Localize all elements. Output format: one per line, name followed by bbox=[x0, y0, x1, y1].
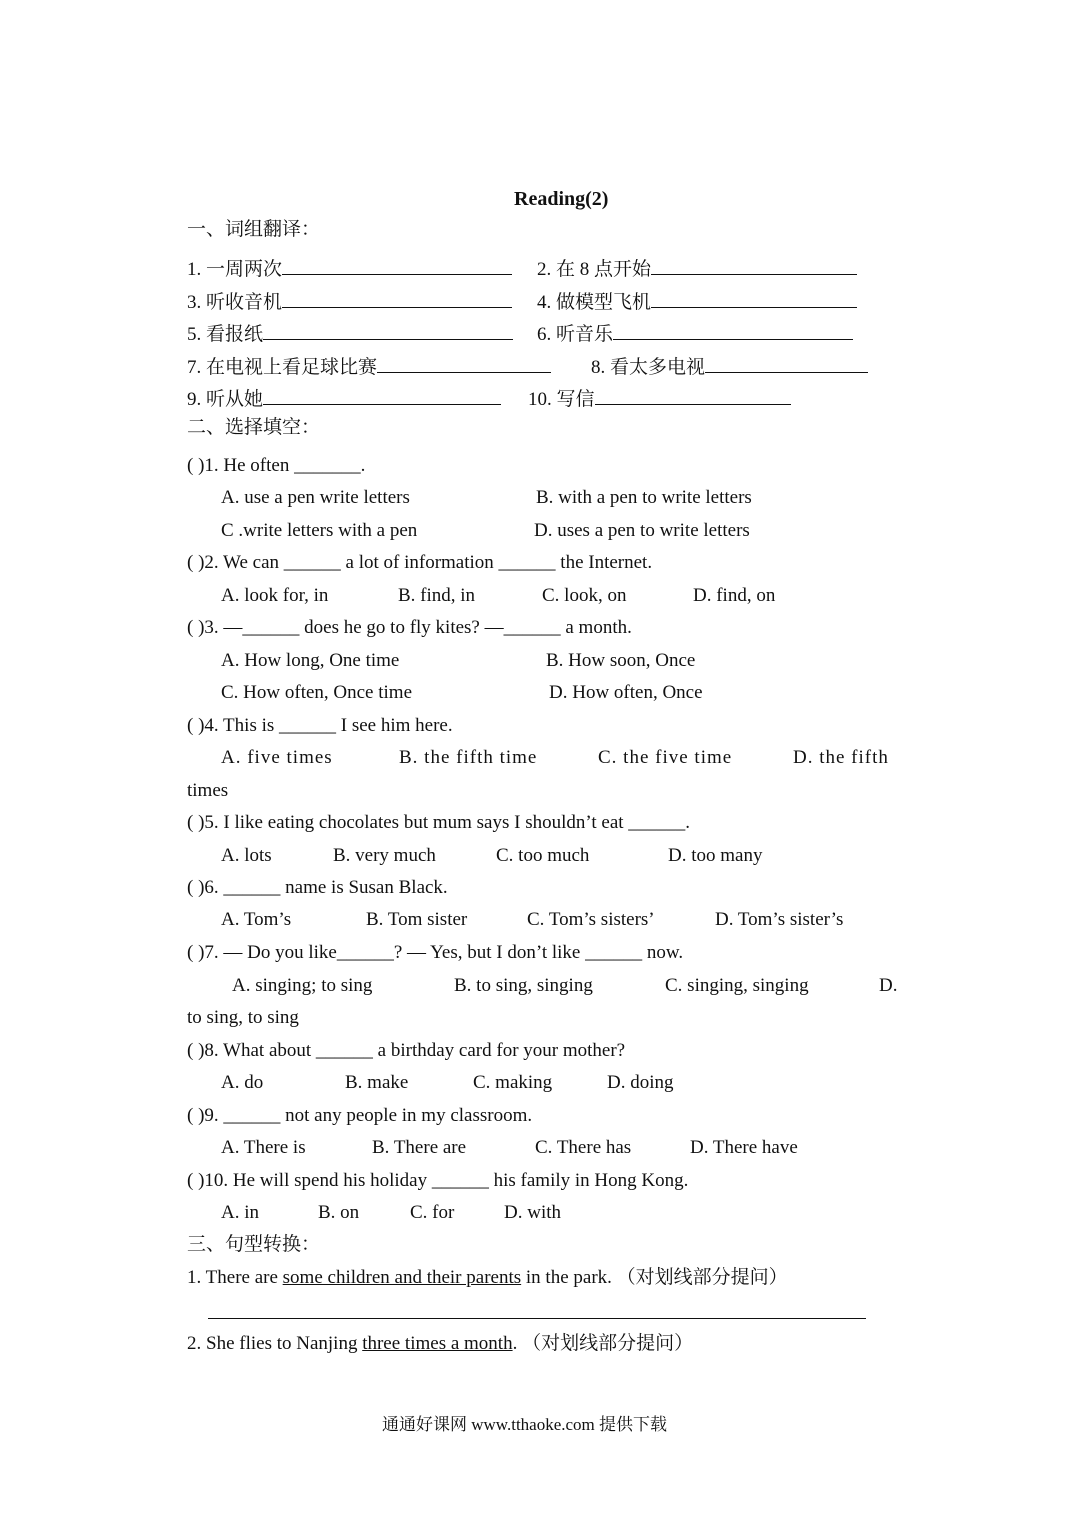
answer-option[interactable]: B. on bbox=[318, 1202, 360, 1223]
phrase-label: 6. 听音乐 bbox=[537, 324, 614, 345]
answer-option[interactable]: B. Tom sister bbox=[366, 909, 468, 930]
answer-blank[interactable] bbox=[651, 256, 857, 275]
question-stem: ( )7. — Do you like______? — Yes, but I don’t like ______ now. bbox=[187, 942, 684, 963]
page-footer: 通通好课网 www.tthaoke.com 提供下载 bbox=[382, 1415, 668, 1434]
sentence-text: in the park. （对划线部分提问） bbox=[521, 1267, 788, 1288]
section-heading: 二、选择填空： bbox=[187, 417, 321, 438]
answer-option[interactable]: D. doing bbox=[607, 1072, 674, 1093]
phrase-item bbox=[187, 256, 512, 281]
answer-option[interactable]: B. with a pen to write letters bbox=[536, 487, 752, 508]
answer-option-continued: times bbox=[187, 780, 229, 801]
question-stem: ( )9. ______ not any people in my classroom. bbox=[187, 1105, 533, 1126]
phrase-item bbox=[528, 386, 791, 411]
answer-blank[interactable] bbox=[613, 321, 853, 340]
answer-line[interactable] bbox=[208, 1318, 866, 1319]
phrase-item bbox=[187, 321, 513, 346]
answer-option[interactable]: D. with bbox=[504, 1202, 561, 1223]
answer-option[interactable]: D. the fifth bbox=[793, 747, 889, 768]
answer-option[interactable]: D. bbox=[879, 975, 898, 996]
answer-option[interactable]: A. look for, in bbox=[221, 585, 329, 606]
section-heading: 一、词组翻译： bbox=[187, 219, 321, 240]
question-stem: ( )4. This is ______ I see him here. bbox=[187, 715, 453, 736]
answer-blank[interactable] bbox=[282, 289, 512, 308]
answer-option[interactable]: B. the fifth time bbox=[399, 747, 538, 768]
answer-blank[interactable] bbox=[595, 386, 791, 405]
question-stem: ( )5. I like eating chocolates but mum says I shouldn’t eat ______. bbox=[187, 812, 691, 833]
answer-option[interactable]: B. find, in bbox=[398, 585, 476, 606]
phrase-item bbox=[591, 354, 868, 379]
answer-option[interactable]: C. Tom’s sisters’ bbox=[527, 909, 655, 930]
question-stem: ( )6. ______ name is Susan Black. bbox=[187, 877, 448, 898]
phrase-item bbox=[187, 289, 512, 314]
answer-option[interactable]: D. How often, Once bbox=[549, 682, 703, 703]
underlined-part: some children and their parents bbox=[282, 1267, 522, 1288]
sentence-text: 1. There are bbox=[187, 1267, 283, 1288]
answer-option[interactable]: D. There have bbox=[690, 1137, 798, 1158]
answer-option[interactable]: B. to sing, singing bbox=[454, 975, 593, 996]
transform-item bbox=[187, 1267, 788, 1289]
answer-option[interactable]: D. too many bbox=[668, 845, 763, 866]
underlined-part: three times a month bbox=[362, 1333, 513, 1354]
sentence-text: 2. She flies to Nanjing bbox=[187, 1333, 363, 1354]
answer-option[interactable]: C. singing, singing bbox=[665, 975, 809, 996]
phrase-label: 5. 看报纸 bbox=[187, 324, 264, 345]
answer-option[interactable]: D. find, on bbox=[693, 585, 776, 606]
phrase-label: 3. 听收音机 bbox=[187, 292, 283, 313]
answer-option[interactable]: A. use a pen write letters bbox=[221, 487, 410, 508]
page-title: Reading(2) bbox=[514, 188, 609, 210]
answer-option[interactable]: C. There has bbox=[535, 1137, 632, 1158]
answer-option[interactable]: A. in bbox=[221, 1202, 259, 1223]
answer-option[interactable]: A. do bbox=[221, 1072, 264, 1093]
answer-option[interactable]: C. too much bbox=[496, 845, 590, 866]
answer-option[interactable]: C. the five time bbox=[598, 747, 733, 768]
answer-option[interactable]: A. How long, One time bbox=[221, 650, 400, 671]
answer-blank[interactable] bbox=[651, 289, 857, 308]
phrase-item bbox=[537, 321, 853, 346]
answer-option-continued: to sing, to sing bbox=[187, 1007, 299, 1028]
answer-option[interactable]: C. making bbox=[473, 1072, 553, 1093]
question-stem: ( )1. He often _______. bbox=[187, 455, 366, 476]
answer-option[interactable]: A. There is bbox=[221, 1137, 306, 1158]
phrase-label: 4. 做模型飞机 bbox=[537, 292, 652, 313]
phrase-item bbox=[187, 354, 551, 379]
phrase-item bbox=[187, 386, 501, 411]
phrase-label: 10. 写信 bbox=[528, 389, 595, 410]
phrase-label: 8. 看太多电视 bbox=[591, 357, 706, 378]
sentence-text: . （对划线部分提问） bbox=[512, 1333, 694, 1354]
answer-option[interactable]: C. for bbox=[410, 1202, 455, 1223]
answer-blank[interactable] bbox=[705, 354, 868, 373]
answer-option[interactable]: D. Tom’s sister’s bbox=[715, 909, 844, 930]
transform-item bbox=[187, 1333, 693, 1355]
answer-option[interactable]: A. five times bbox=[221, 747, 333, 768]
answer-option[interactable]: B. make bbox=[345, 1072, 409, 1093]
answer-option[interactable]: A. Tom’s bbox=[221, 909, 292, 930]
answer-option[interactable]: C. How often, Once time bbox=[221, 682, 413, 703]
answer-option[interactable]: A. lots bbox=[221, 845, 272, 866]
phrase-label: 7. 在电视上看足球比赛 bbox=[187, 357, 378, 378]
answer-option[interactable]: C. look, on bbox=[542, 585, 627, 606]
answer-blank[interactable] bbox=[282, 256, 512, 275]
answer-option[interactable]: D. uses a pen to write letters bbox=[534, 520, 750, 541]
answer-option[interactable]: B. How soon, Once bbox=[546, 650, 696, 671]
phrase-item bbox=[537, 256, 857, 281]
phrase-label: 9. 听从她 bbox=[187, 389, 264, 410]
phrase-label: 1. 一周两次 bbox=[187, 259, 283, 280]
question-stem: ( )8. What about ______ a birthday card for your mother? bbox=[187, 1040, 626, 1061]
answer-option[interactable]: B. There are bbox=[372, 1137, 467, 1158]
answer-option[interactable]: C .write letters with a pen bbox=[221, 520, 418, 541]
phrase-item bbox=[537, 289, 857, 314]
question-stem: ( )3. —______ does he go to fly kites? —______ a month. bbox=[187, 617, 632, 638]
question-stem: ( )2. We can ______ a lot of information ______ the Internet. bbox=[187, 552, 653, 573]
answer-option[interactable]: A. singing; to sing bbox=[232, 975, 373, 996]
phrase-label: 2. 在 8 点开始 bbox=[537, 259, 652, 280]
answer-blank[interactable] bbox=[263, 386, 501, 405]
section-heading: 三、句型转换： bbox=[187, 1234, 321, 1255]
answer-option[interactable]: B. very much bbox=[333, 845, 436, 866]
question-stem: ( )10. He will spend his holiday ______ his family in Hong Kong. bbox=[187, 1170, 689, 1191]
answer-blank[interactable] bbox=[263, 321, 513, 340]
answer-blank[interactable] bbox=[377, 354, 551, 373]
